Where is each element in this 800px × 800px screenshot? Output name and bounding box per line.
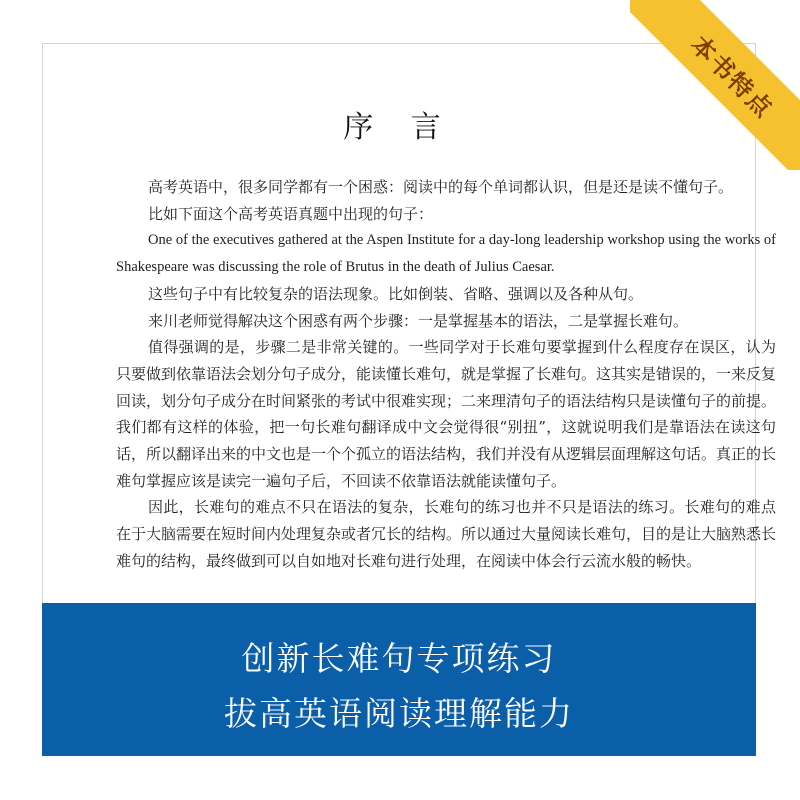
banner-line-1: 创新长难句专项练习 [241, 639, 557, 678]
banner-line-2: 拔高英语阅读理解能力 [224, 694, 574, 733]
paragraph: 这些句子中有比较复杂的语法现象。比如倒装、省略、强调以及各种从句。 [148, 284, 644, 303]
ribbon-label: 本书特点 [630, 0, 800, 170]
preface-body [116, 174, 776, 575]
page-title: 序 言 [343, 110, 455, 145]
paragraph: 值得强调的是，步骤二是非常关键的。一些同学对于长难句要掌握到什么程度存在误区，认为只要做到依靠语法会划分句子成分，能读懂长难句，就是掌握了长难句。这其实是错误的，一来反复回读，划分句子成分在时间紧张的考试中很难实现；二来理清句子的语法结构只是读懂句子的前提。我们都有这样的体验，把一句长难句翻译成中文会觉得很“别扭”，这就说明我们是靠语法在读这句话，所以翻译出来的中文也是一个个孤立的语法结构，我们并没有从逻辑层面理解这句话。真正的长难句掌握应该是读完一遍句子后，不回读不依靠语法就能读懂句子。 [116, 338, 777, 490]
paragraph: 比如下面这个高考英语真题中出现的句子： [148, 204, 434, 223]
feature-banner [42, 603, 756, 756]
english-example-sentence: One of the executives gathered at the Aspen Institute for a day-long leadership workshop using the works of Shakespeare was discussing the role of Brutus in the death of Julius Caesar. [116, 232, 776, 276]
paragraph: 因此，长难句的难点不只在语法的复杂，长难句的练习也并不只是语法的练习。长难句的难点在于大脑需要在短时间内处理复杂或者冗长的结构。所以通过大量阅读长难句，目的是让大脑熟悉长难句的结构，最终做到可以自如地对长难句进行处理，在阅读中体会行云流水般的畅快。 [116, 498, 777, 570]
paragraph: 高考英语中，很多同学都有一个困惑：阅读中的每个单词都认识，但是还是读不懂句子。 [148, 178, 734, 196]
paragraph: 来川老师觉得解决这个困惑有两个步骤：一是掌握基本的语法，二是掌握长难句。 [148, 311, 689, 330]
corner-ribbon [630, 0, 800, 170]
